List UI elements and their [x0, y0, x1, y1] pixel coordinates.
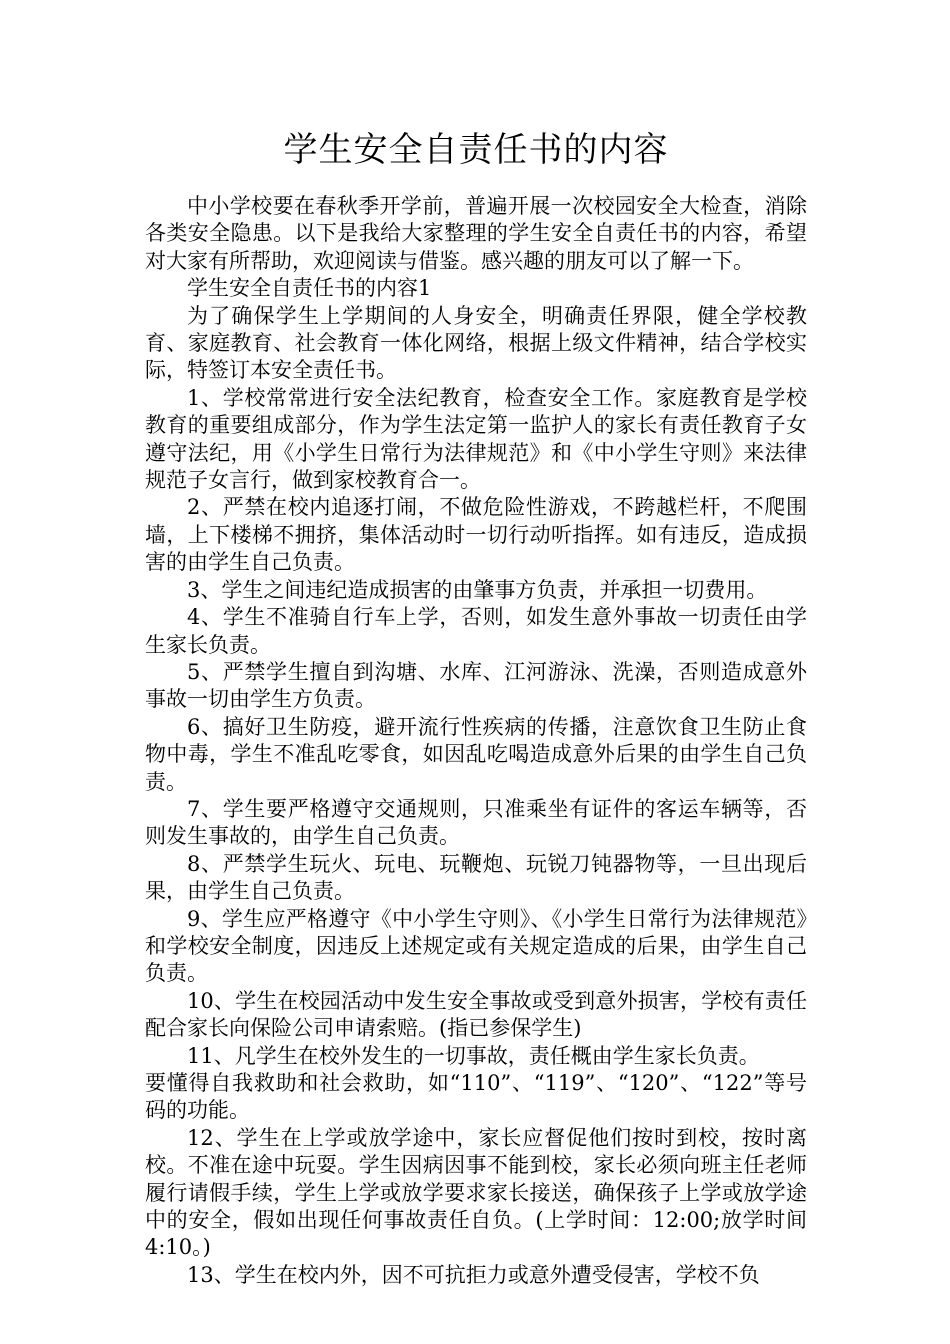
paragraph: 3、学生之间违纪造成损害的由肇事方负责，并承担一切费用。 [187, 577, 768, 602]
paragraph: 为了确保学生上学期间的人身安全，明确责任界限，健全学校教育、家庭教育、社会教育一体化网络，根据上级文件精神，结合学校实际，特签订本安全责任书。 [145, 303, 807, 383]
paragraph: 11、凡学生在校外发生的一切事故，责任概由学生家长负责。 [187, 1043, 760, 1068]
paragraph: 1、学校常常进行安全法纪教育，检查安全工作。家庭教育是学校教育的重要组成部分，作为学生法定第一监护人的家长有责任教育子女遵守法纪，用《小学生日常行为法律规范》和《中小学生守则》来法律规范子女言行，做到家校教育合一。 [145, 385, 807, 493]
paragraph: 10、学生在校园活动中发生安全事故或受到意外损害，学校有责任配合家长向保险公司申请索赔。(指已参保学生) [145, 988, 807, 1041]
paragraph: 9、学生应严格遵守《中小学生守则》、《小学生日常行为法律规范》和学校安全制度，因违反上述规定或有关规定造成的后果，由学生自己负责。 [145, 906, 807, 986]
document-title: 学生安全自责任书的内容 [283, 130, 669, 170]
paragraph: 中小学校要在春秋季开学前，普遍开展一次校园安全大检查，消除各类安全隐患。以下是我给大家整理的学生安全自责任书的内容，希望对大家有所帮助，欢迎阅读与借鉴。感兴趣的朋友可以了解一下。 [145, 194, 807, 273]
paragraph: 8、严禁学生玩火、玩电、玩鞭炮、玩锐刀钝器物等，一旦出现后果，由学生自己负责。 [145, 851, 807, 904]
paragraph: 学生安全自责任书的内容1 [187, 276, 432, 301]
paragraph: 13、学生在校内外，因不可抗拒力或意外遭受侵害，学校不负 [187, 1262, 760, 1287]
paragraph: 5、严禁学生擅自到沟塘、水库、江河游泳、洗澡，否则造成意外事故一切由学生方负责。 [145, 659, 807, 712]
paragraph: 4、学生不准骑自行车上学，否则，如发生意外事故一切责任由学生家长负责。 [145, 605, 807, 657]
paragraph: 7、学生要严格遵守交通规则，只准乘坐有证件的客运车辆等，否则发生事故的，由学生自己负责。 [145, 796, 807, 849]
document-page [145, 125, 807, 1289]
paragraph: 6、搞好卫生防疫，避开流行性疾病的传播，注意饮食卫生防止食物中毒，学生不准乱吃零食，如因乱吃喝造成意外后果的由学生自己负责。 [145, 714, 807, 794]
paragraph: 12、学生在上学或放学途中，家长应督促他们按时到校，按时离校。不准在途中玩耍。学生因病因事不能到校，家长必须向班主任老师履行请假手续，学生上学或放学要求家长接送，确保孩子上学或放学途中的安全，假如出现任何事故责任自负。(上学时间：12:00;放学时间4:10。) [145, 1125, 807, 1260]
document-body [145, 193, 807, 1289]
paragraph: 2、严禁在校内追逐打闹，不做危险性游戏，不跨越栏杆，不爬围墙，上下楼梯不拥挤，集体活动时一切行动听指挥。如有违反，造成损害的由学生自己负责。 [145, 495, 807, 575]
paragraph: 要懂得自我救助和社会救助，如“110”、“119”、“120”、“122”等号码的功能。 [145, 1071, 807, 1123]
